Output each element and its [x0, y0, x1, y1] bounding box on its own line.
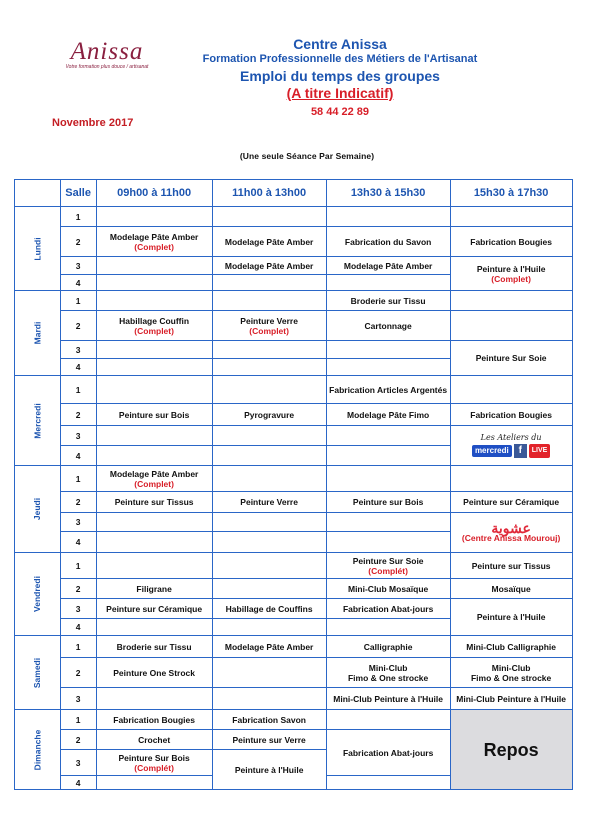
day-mardi: Mardi: [15, 291, 61, 376]
table-cell: [212, 532, 326, 553]
table-cell: [212, 688, 326, 710]
table-cell: Fabrication Abat-jours: [326, 599, 450, 619]
salle-number: 2: [60, 404, 96, 426]
table-cell: [96, 532, 212, 553]
table-cell: Mini-Club Mosaïque: [326, 579, 450, 599]
table-row: [15, 553, 573, 579]
table-cell: [96, 513, 212, 532]
table-cell: Mini-Club Peinture à l'Huile: [450, 688, 572, 710]
table-cell: [450, 311, 572, 341]
table-row: [15, 636, 573, 658]
table-cell: [212, 658, 326, 688]
table-cell: [212, 579, 326, 599]
table-cell: [212, 207, 326, 227]
table-cell: [326, 776, 450, 790]
formation-subtitle: Formation Professionnelle des Métiers de l'Artisanat: [202, 53, 478, 65]
table-cell: Peinture sur Céramique: [450, 492, 572, 513]
salle-number: 3: [60, 426, 96, 446]
table-cell: [450, 207, 572, 227]
logo-tagline: Votre formation plus douce / artisanat: [65, 64, 149, 70]
centre-title: Centre Anissa: [293, 36, 387, 52]
table-cell: Peinture sur Tissus: [450, 553, 572, 579]
table-cell: Filigrane: [96, 579, 212, 599]
table-row: [15, 257, 573, 275]
col-header-slot-1: 09h00 à 11h00: [96, 180, 212, 207]
table-cell: Peinture Sur Soie (Complét): [326, 553, 450, 579]
table-cell: Peinture à l'Huile: [450, 599, 572, 636]
salle-number: 2: [60, 579, 96, 599]
table-header-row: [15, 180, 573, 207]
table-cell: [450, 466, 572, 492]
table-cell: Fabrication Savon: [212, 710, 326, 730]
anissa-logo: [62, 38, 152, 70]
table-cell: [212, 376, 326, 404]
table-cell: Pyrogravure: [212, 404, 326, 426]
salle-number: 3: [60, 688, 96, 710]
table-cell: [96, 257, 212, 275]
table-row: [15, 311, 573, 341]
table-cell: [212, 359, 326, 376]
table-cell: Crochet: [96, 730, 212, 750]
centre-mourouj-label: (Centre Anissa Mourouj): [461, 532, 561, 543]
table-cell: Fabrication du Savon: [326, 227, 450, 257]
table-cell: Peinture One Strock: [96, 658, 212, 688]
table-cell: Modelage Pâte Amber: [326, 257, 450, 275]
salle-number: 1: [60, 291, 96, 311]
arabic-logo: عشوية: [491, 519, 531, 536]
table-cell: [326, 426, 450, 446]
table-cell: Peinture sur Bois: [96, 404, 212, 426]
table-cell: [212, 446, 326, 466]
schedule-table: [14, 179, 573, 790]
ateliers-mercredi-promo: [450, 426, 572, 466]
table-cell: Peinture Verre: [212, 492, 326, 513]
promo-title: Les Ateliers du: [480, 433, 542, 442]
table-cell: [326, 207, 450, 227]
table-cell: [326, 532, 450, 553]
table-row: [15, 207, 573, 227]
table-cell: Mosaïque: [450, 579, 572, 599]
table-row: [15, 513, 573, 532]
table-row: [15, 426, 573, 446]
table-cell: [326, 446, 450, 466]
table-cell: [212, 341, 326, 359]
table-row: [15, 291, 573, 311]
table-cell: Habillage de Couffins: [212, 599, 326, 619]
table-cell: Fabrication Bougies: [450, 404, 572, 426]
table-cell: [96, 619, 212, 636]
table-cell: [212, 426, 326, 446]
table-cell: Peinture à l'Huile: [212, 750, 326, 790]
table-cell: Habillage Couffin (Complet): [96, 311, 212, 341]
salle-number: 4: [60, 446, 96, 466]
table-cell: [326, 359, 450, 376]
salle-number: 4: [60, 532, 96, 553]
table-cell: [96, 341, 212, 359]
salle-number: 4: [60, 275, 96, 291]
table-cell: Peinture Sur Soie: [450, 341, 572, 376]
live-badge: LIVE: [529, 444, 551, 458]
table-cell: [326, 710, 450, 730]
table-cell: Modelage Pâte Amber (Complet): [96, 227, 212, 257]
salle-number: 2: [60, 227, 96, 257]
table-cell: Peinture sur Bois: [326, 492, 450, 513]
salle-number: 2: [60, 730, 96, 750]
table-cell: Cartonnage: [326, 311, 450, 341]
table-cell: [96, 776, 212, 790]
salle-number: 1: [60, 710, 96, 730]
logo-wordmark: Anissa: [70, 38, 144, 65]
table-row: [15, 404, 573, 426]
table-cell: [96, 376, 212, 404]
table-cell: Peinture sur Tissus: [96, 492, 212, 513]
table-cell: Peinture Sur Bois (Complét): [96, 750, 212, 776]
salle-number: 2: [60, 658, 96, 688]
salle-number: 3: [60, 341, 96, 359]
table-cell: [326, 275, 450, 291]
table-cell: [96, 207, 212, 227]
table-cell: [212, 466, 326, 492]
document-header: [190, 36, 490, 118]
salle-number: 2: [60, 311, 96, 341]
salle-number: 1: [60, 636, 96, 658]
table-cell: [212, 553, 326, 579]
table-cell: Fabrication Abat-jours: [326, 730, 450, 776]
table-cell: Modelage Pâte Fimo: [326, 404, 450, 426]
day-lundi: Lundi: [15, 207, 61, 291]
day-jeudi: Jeudi: [15, 466, 61, 553]
table-cell: Peinture Verre (Complet): [212, 311, 326, 341]
table-cell: [212, 291, 326, 311]
salle-number: 1: [60, 207, 96, 227]
table-cell: [326, 466, 450, 492]
table-cell: [212, 513, 326, 532]
table-cell: [96, 688, 212, 710]
table-row: [15, 227, 573, 257]
salle-number: 2: [60, 492, 96, 513]
schedule-heading: Emploi du temps des groupes: [240, 68, 440, 84]
salle-number: 1: [60, 466, 96, 492]
centre-mourouj-promo: [450, 513, 572, 553]
table-cell: Peinture sur Céramique: [96, 599, 212, 619]
salle-number: 3: [60, 513, 96, 532]
day-dimanche: Dimanche: [15, 710, 61, 790]
day-mercredi: Mercredi: [15, 376, 61, 466]
corner-cell: [15, 180, 61, 207]
table-cell: Modelage Pâte Amber (Complet): [96, 466, 212, 492]
table-cell: Fabrication Bougies: [96, 710, 212, 730]
col-header-slot-3: 13h30 à 15h30: [326, 180, 450, 207]
table-row: [15, 710, 573, 730]
table-cell: Peinture sur Verre: [212, 730, 326, 750]
repos-cell: Repos: [450, 710, 572, 790]
promo-mercredi: mercredi: [472, 445, 512, 457]
table-row: [15, 466, 573, 492]
table-cell: [96, 359, 212, 376]
salle-number: 3: [60, 750, 96, 776]
salle-number: 4: [60, 359, 96, 376]
month-label: Novembre 2017: [52, 117, 134, 129]
salle-number: 3: [60, 599, 96, 619]
table-cell: Modelage Pâte Amber: [212, 227, 326, 257]
table-cell: Broderie sur Tissu: [326, 291, 450, 311]
salle-number: 3: [60, 257, 96, 275]
table-cell: [96, 553, 212, 579]
table-cell: [212, 275, 326, 291]
table-cell: Mini-Club Fimo & One strocke: [450, 658, 572, 688]
table-cell: Broderie sur Tissu: [96, 636, 212, 658]
table-cell: Peinture à l'Huile (Complet): [450, 257, 572, 291]
table-row: [15, 658, 573, 688]
table-cell: [326, 619, 450, 636]
table-cell: [96, 446, 212, 466]
table-cell: [96, 275, 212, 291]
salle-number: 1: [60, 553, 96, 579]
table-cell: Modelage Pâte Amber: [212, 636, 326, 658]
col-header-slot-4: 15h30 à 17h30: [450, 180, 572, 207]
table-cell: Fabrication Bougies: [450, 227, 572, 257]
salle-number: 1: [60, 376, 96, 404]
table-cell: Mini-Club Peinture à l'Huile: [326, 688, 450, 710]
salle-number: 4: [60, 776, 96, 790]
facebook-icon: f: [514, 444, 527, 458]
salle-number: 4: [60, 619, 96, 636]
table-cell: [96, 291, 212, 311]
table-cell: [450, 376, 572, 404]
table-cell: Modelage Pâte Amber: [212, 257, 326, 275]
table-cell: [326, 341, 450, 359]
table-cell: [96, 426, 212, 446]
session-note: (Une seule Séance Par Semaine): [239, 151, 375, 161]
table-cell: Fabrication Articles Argentés: [326, 376, 450, 404]
table-cell: Calligraphie: [326, 636, 450, 658]
day-vendredi: Vendredi: [15, 553, 61, 636]
table-cell: Mini-Club Calligraphie: [450, 636, 572, 658]
table-row: [15, 599, 573, 619]
table-cell: [212, 619, 326, 636]
col-header-salle: Salle: [60, 180, 96, 207]
indicatif-label: (A titre Indicatif): [286, 85, 394, 101]
table-cell: Mini-Club Fimo & One strocke: [326, 658, 450, 688]
table-row: [15, 492, 573, 513]
table-row: [15, 688, 573, 710]
phone-number: 58 44 22 89: [310, 106, 370, 118]
table-cell: [326, 513, 450, 532]
table-row: [15, 579, 573, 599]
day-samedi: Samedi: [15, 636, 61, 710]
col-header-slot-2: 11h00 à 13h00: [212, 180, 326, 207]
table-row: [15, 341, 573, 359]
table-row: [15, 376, 573, 404]
table-cell: [450, 291, 572, 311]
